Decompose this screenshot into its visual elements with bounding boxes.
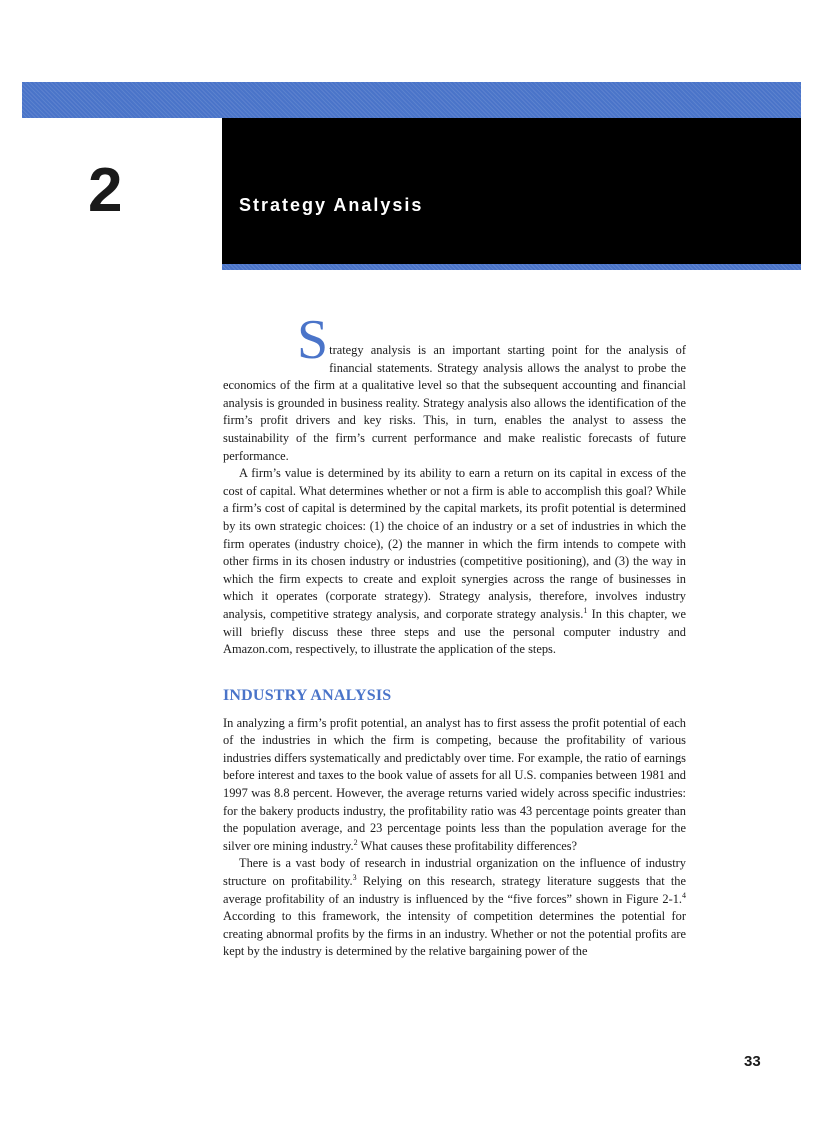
footnote-ref: 1 — [583, 605, 588, 615]
header-accent-band — [22, 82, 801, 118]
industry-paragraph-1: In analyzing a firm’s profit potential, an analyst has to first assess the profit potential of each of the industries in which the firm is competing, because the profitability of various industries differs systematically and predictably over time. For example, the ratio of earnings before interest and taxes to the book value of assets for all U.S. companies between 1981 and 1997 was 8.8 percent. However, the average returns varied widely across specific industries: for the bakery products industry, the profitability ratio was 43 percentage points greater than the population average, and 23 percentage points less than the population average for the silver ore mining industry.$^2$ What causes these profitability differences? — [223, 715, 686, 853]
drop-cap: S — [297, 309, 329, 371]
chapter-title-block — [222, 118, 801, 264]
intro-text-1: trategy analysis is an important starting point for the analysis of financial statements. Strategy analysis allows the analyst to probe the economics of the firm at a qualitative level so that the subsequent accounting and financial analysis is grounded in business reality. Strategy analysis also allows the identification of the firm’s profit drivers and key risks. This, in turn, enables the analyst to assess the sustainability of the firm’s current performance and make realistic forecasts of future performance. — [223, 343, 686, 463]
intro-paragraph-2: A firm’s value is determined by its ability to earn a return on its capital in excess of the cost of capital. What determines whether or not a firm is able to accomplish this goal? While a firm’s cost of capital is determined by the capital markets, its profit potential is determined by its own strategic choices: (1) the choice of an industry or a set of industries in which the firm operates (industry choice), (2) the manner in which the firm intends to compete with other firms in its chosen industry or industries (competitive positioning), and (3) the way in which the firm expects to create and exploit synergies across the range of businesses in which it operates (corporate strategy). Strategy analysis, therefore, involves industry analysis, competitive strategy analysis, and corporate strategy analysis.$^1$ In this chapter, we will briefly discuss these three steps and use the personal computer industry and Amazon.com, respectively, to illustrate the application of the steps. — [223, 466, 687, 657]
footnote-ref: 4 — [682, 890, 686, 900]
page-number: 33 — [744, 1053, 761, 1070]
title-underline-band — [222, 264, 801, 270]
section-heading-industry-analysis: INDUSTRY ANALYSIS — [223, 686, 392, 704]
chapter-number: 2 — [88, 156, 123, 225]
footnote-ref: 3 — [352, 872, 357, 882]
intro-paragraph-1 — [223, 309, 686, 465]
footnote-ref: 2 — [353, 837, 358, 847]
body-column — [223, 309, 687, 961]
industry-paragraph-2: There is a vast body of research in industrial organization on the influence of industry structure on profitability.$^3$ Relying on this research, strategy literature suggests that the average profitability of an industry is influenced by the “five forces” shown in Figure 2-1.$^4$ According to this framework, the intensity of competition determines the potential for creating abnormal profits by the firms in an industry. Whether or not the potential profits are kept by the industry is determined by the relative bargaining power of the — [223, 856, 686, 959]
chapter-title: Strategy Analysis — [239, 195, 424, 215]
